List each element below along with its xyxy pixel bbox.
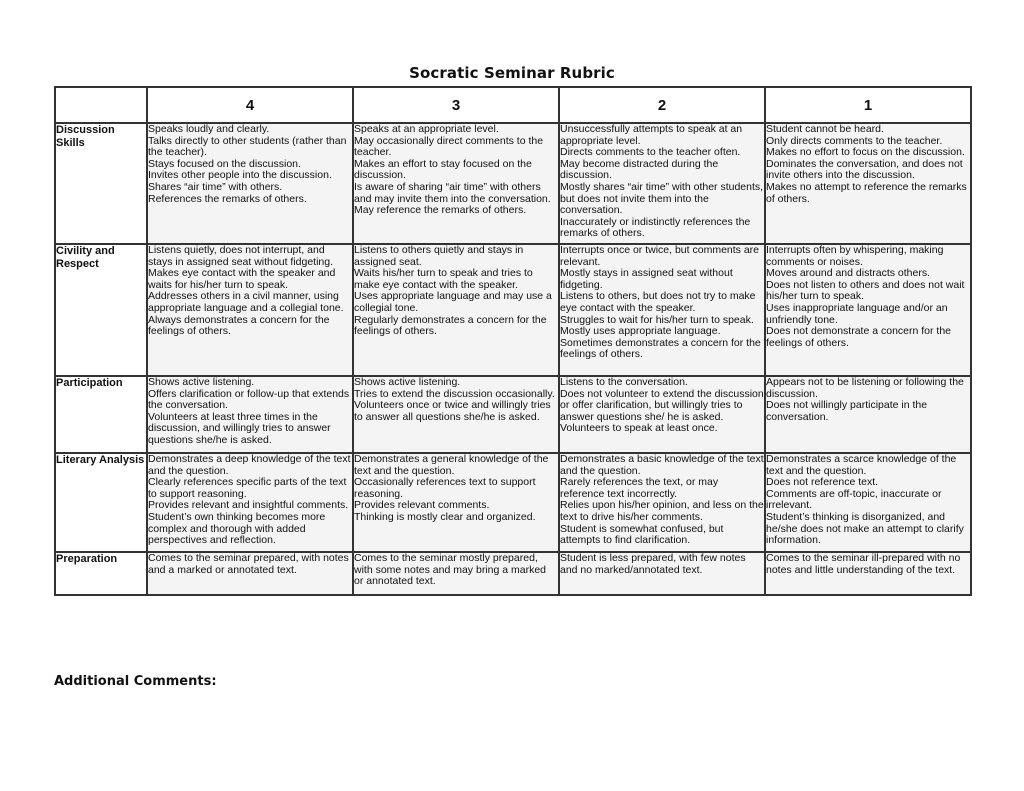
- descriptor-line: Waits his/her turn to speak and tries to make eye contact with the speaker.: [354, 267, 533, 291]
- descriptor-line: Demonstrates a deep knowledge of the text and the question.: [148, 453, 351, 477]
- rubric-row-discussion-skills: [55, 123, 971, 244]
- descriptor-line: Volunteers at least three times in the discussion, and willingly tries to answer questions she/he is asked.: [148, 410, 331, 446]
- descriptor-line: Occasionally references text to support reasoning.: [354, 476, 536, 500]
- descriptor-line: Always demonstrates a concern for the feelings of others.: [148, 313, 330, 338]
- descriptor-cell-level-4: [147, 552, 353, 595]
- descriptor-line: Does not volunteer to extend the discussion or offer clarification, but willingly tries to answer questions she/ he is asked.: [560, 387, 764, 423]
- descriptor-line: Speaks loudly and clearly.: [148, 123, 270, 135]
- descriptor-cell-level-3: [353, 376, 559, 453]
- descriptor-line: Uses inappropriate language and/or an unfriendly tone.: [766, 301, 948, 326]
- rubric-row-participation: [55, 376, 971, 453]
- descriptor-cell-level-2: [559, 376, 765, 453]
- descriptor-line: Appears not to be listening or following the discussion.: [766, 376, 964, 400]
- descriptor-line: Student is less prepared, with few notes and no marked/annotated text.: [560, 552, 746, 576]
- descriptor-line: Demonstrates a basic knowledge of the text and the question.: [560, 453, 764, 477]
- criterion-literary-analysis: Literary Analysis: [55, 453, 147, 552]
- descriptor-line: Thinking is mostly clear and organized.: [354, 510, 536, 523]
- descriptor-line: Mostly stays in assigned seat without fidgeting.: [560, 267, 733, 291]
- level-header-2: 2: [559, 87, 765, 123]
- descriptor-cell-level-4: [147, 453, 353, 552]
- descriptor-line: Makes no effort to focus on the discussion.: [766, 146, 965, 159]
- descriptor-cell-level-2: [559, 244, 765, 376]
- descriptor-line: Moves around and distracts others.: [766, 267, 931, 280]
- descriptor-line: Makes no attempt to reference the remarks of others.: [766, 180, 967, 205]
- additional-comments-label: Additional Comments:: [54, 674, 217, 689]
- descriptor-line: Shows active listening.: [354, 376, 461, 388]
- criterion-preparation: Preparation: [55, 552, 147, 595]
- descriptor-line: Listens to others quietly and stays in assigned seat.: [354, 244, 524, 268]
- descriptor-line: References the remarks of others.: [148, 192, 307, 205]
- descriptor-cell-level-4: [147, 376, 353, 453]
- descriptor-line: Addresses others in a civil manner, using appropriate language and a collegial tone.: [148, 290, 344, 314]
- header-row: [55, 87, 971, 123]
- descriptor-line: Tries to extend the discussion occasionally.: [354, 387, 555, 400]
- descriptor-cell-level-1: [765, 552, 971, 595]
- descriptor-line: Interrupts often by whispering, making comments or noises.: [766, 244, 944, 268]
- descriptor-line: Mostly uses appropriate language.: [560, 325, 721, 338]
- descriptor-line: Shows active listening.: [148, 376, 255, 388]
- criterion-participation: Participation: [55, 376, 147, 453]
- descriptor-line: Comments are off-topic, inaccurate or irrelevant.: [766, 487, 942, 512]
- descriptor-line: Does not reference text.: [766, 476, 879, 489]
- descriptor-line: Demonstrates a scarce knowledge of the text and the question.: [766, 453, 957, 477]
- descriptor-line: Makes an effort to stay focused on the discussion.: [354, 157, 532, 182]
- descriptor-line: Listens to the conversation.: [560, 376, 688, 388]
- descriptor-line: Demonstrates a general knowledge of the text and the question.: [354, 453, 549, 477]
- descriptor-line: Rarely references the text, or may reference text incorrectly.: [560, 476, 719, 500]
- rubric-row-literary-analysis: [55, 453, 971, 552]
- descriptor-cell-level-1: [765, 453, 971, 552]
- descriptor-line: Invites other people into the discussion.: [148, 169, 332, 182]
- descriptor-line: Comes to the seminar mostly prepared, with some notes and may bring a marked or annotated text.: [354, 552, 547, 588]
- descriptor-cell-level-1: [765, 244, 971, 376]
- descriptor-line: Comes to the seminar ill-prepared with no notes and little understanding of the text.: [766, 552, 961, 576]
- descriptor-line: Relies upon his/her opinion, and less on the text to drive his/her comments.: [560, 499, 764, 523]
- level-header-3: 3: [353, 87, 559, 123]
- page-title: Socratic Seminar Rubric: [409, 64, 615, 82]
- descriptor-line: Shares “air time” with others.: [148, 180, 283, 193]
- descriptor-cell-level-2: [559, 123, 765, 244]
- descriptor-line: Speaks at an appropriate level.: [354, 123, 499, 135]
- rubric-table: [54, 86, 972, 596]
- descriptor-line: Provides relevant and insightful comments.: [148, 499, 349, 512]
- descriptor-line: Interrupts once or twice, but comments are relevant.: [560, 244, 760, 268]
- descriptor-line: Sometimes demonstrates a concern for the feelings of others.: [560, 336, 761, 361]
- descriptor-line: Mostly shares “air time” with other students, but does not invite them into the conversation.: [560, 180, 764, 217]
- descriptor-cell-level-2: [559, 453, 765, 552]
- descriptor-line: May occasionally direct comments to the teacher.: [354, 134, 544, 159]
- criterion-civility-and-respect: Civility and Respect: [55, 244, 147, 376]
- descriptor-line: Clearly references specific parts of the text to support reasoning.: [148, 476, 347, 500]
- header-corner-cell: [55, 87, 147, 123]
- descriptor-line: Does not demonstrate a concern for the feelings of others.: [766, 325, 952, 349]
- descriptor-line: May become distracted during the discussion.: [560, 157, 719, 182]
- descriptor-line: Does not listen to others and does not wait his/her turn to speak.: [766, 278, 965, 303]
- descriptor-line: Stays focused on the discussion.: [148, 157, 301, 170]
- descriptor-line: Uses appropriate language and may use a collegial tone.: [354, 290, 552, 314]
- descriptor-line: Does not willingly participate in the conversation.: [766, 399, 928, 423]
- descriptor-line: Student is somewhat confused, but attempts to find clarification.: [560, 522, 724, 547]
- descriptor-cell-level-3: [353, 453, 559, 552]
- descriptor-line: Inaccurately or indistinctly references the remarks of others.: [560, 215, 751, 240]
- descriptor-line: Unsuccessfully attempts to speak at an appropriate level.: [560, 123, 743, 147]
- descriptor-line: May reference the remarks of others.: [354, 204, 527, 217]
- descriptor-cell-level-4: [147, 244, 353, 376]
- descriptor-line: Directs comments to the teacher often.: [560, 146, 741, 159]
- rubric-row-preparation: [55, 552, 971, 595]
- descriptor-line: Student’s thinking is disorganized, and he/she does not make an attempt to clarify information.: [766, 510, 964, 547]
- descriptor-line: Student’s own thinking becomes more complex and thorough with added perspectives and reflection.: [148, 510, 326, 547]
- descriptor-line: Is aware of sharing “air time” with others and may invite them into the conversation.: [354, 180, 551, 205]
- descriptor-cell-level-4: [147, 123, 353, 244]
- descriptor-line: Student cannot be heard.: [766, 123, 884, 135]
- descriptor-line: Listens quietly, does not interrupt, and stays in assigned seat without fidgeting.: [148, 244, 334, 268]
- descriptor-cell-level-2: [559, 552, 765, 595]
- rubric-row-civility-and-respect: [55, 244, 971, 376]
- descriptor-line: Listens to others, but does not try to make eye contact with the speaker.: [560, 290, 756, 314]
- level-header-1: 1: [765, 87, 971, 123]
- descriptor-line: Makes eye contact with the speaker and waits for his/her turn to speak.: [148, 267, 336, 291]
- criterion-discussion-skills: Discussion Skills: [55, 123, 147, 244]
- descriptor-line: Only directs comments to the teacher.: [766, 134, 943, 147]
- descriptor-cell-level-3: [353, 552, 559, 595]
- descriptor-cell-level-3: [353, 244, 559, 376]
- descriptor-line: Volunteers once or twice and willingly tries to answer all questions she/he is asked.: [354, 399, 551, 423]
- descriptor-line: Volunteers to speak at least once.: [560, 422, 718, 435]
- descriptor-line: Offers clarification or follow-up that extends the conversation.: [148, 387, 350, 412]
- descriptor-cell-level-3: [353, 123, 559, 244]
- descriptor-line: Dominates the conversation, and does not invite others into the discussion.: [766, 157, 963, 182]
- descriptor-line: Regularly demonstrates a concern for the feelings of others.: [354, 313, 547, 338]
- descriptor-cell-level-1: [765, 123, 971, 244]
- descriptor-line: Talks directly to other students (rather than the teacher).: [148, 134, 347, 159]
- level-header-4: 4: [147, 87, 353, 123]
- descriptor-line: Struggles to wait for his/her turn to speak.: [560, 313, 754, 326]
- descriptor-line: Comes to the seminar prepared, with notes and a marked or annotated text.: [148, 552, 349, 576]
- descriptor-cell-level-1: [765, 376, 971, 453]
- descriptor-line: Provides relevant comments.: [354, 499, 490, 512]
